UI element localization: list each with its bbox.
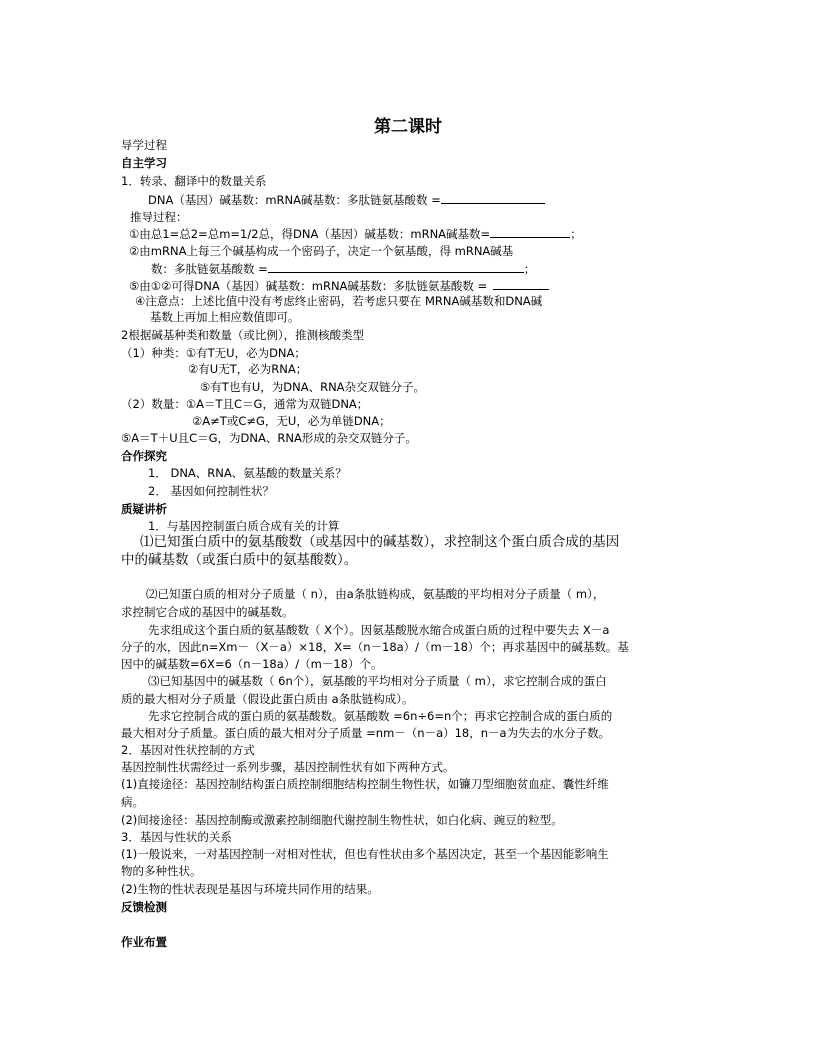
text-line: ⑶已知基因中的碱基数（ 6n个），氨基酸的平均相对分子质量（ m），求它控制合成的蛋白 bbox=[148, 674, 607, 688]
text-line: 2根据碱基种类和数量（或比例），推测核酸类型 bbox=[121, 328, 365, 342]
text-line: （2）数量：①A＝T且C＝G，通常为双链DNA； bbox=[121, 397, 369, 411]
text-line: 3．基因与性状的关系 bbox=[121, 830, 232, 844]
line-text: DNA（基因）碱基数：mRNA碱基数：多肽链氨基酸数 = bbox=[148, 193, 441, 207]
text-line: ④注意点：上述比值中没有考虑终止密码，若考虑只要在 MRNA碱基数和DNA碱 bbox=[135, 294, 543, 308]
text-line: 2．基因对性状控制的方式 bbox=[121, 743, 255, 757]
text-line: 最大相对分子质量。蛋白质的最大相对分子质量 =nm－（n－a）18，n－a为失去的水分子数。 bbox=[121, 726, 611, 740]
text-line: 基因控制性状需经过一系列步骤，基因控制性状有如下两种方式。 bbox=[121, 760, 455, 774]
line-end: ； bbox=[570, 227, 582, 241]
heading-feedback: 反馈检测 bbox=[121, 900, 167, 914]
line-text: ⑤由①②可得DNA（基因）碱基数：mRNA碱基数：多肽链氨基酸数 = bbox=[129, 279, 488, 293]
text-line: (2)间接途径：基因控制酶或激素控制细胞代谢控制生物性状，如白化病、豌豆的粒型。 bbox=[121, 813, 563, 827]
answer-blank bbox=[268, 261, 524, 273]
text-line: 求控制它合成的基因中的碱基数。 bbox=[121, 605, 294, 619]
text-line: (1)直接途径：基因控制结构蛋白质控制细胞结构控制生物性状，如镰刀型细胞贫血症、囊性纤维 bbox=[121, 777, 609, 791]
text-line: 质的最大相对分子质量（假设此蛋白质由 a条肽链构成）。 bbox=[121, 692, 414, 706]
text-line: 病。 bbox=[121, 795, 144, 809]
answer-blank bbox=[493, 278, 549, 290]
text-line: 先求它控制合成的蛋白质的氨基酸数。氨基酸数 =6n÷6=n个；再求它控制合成的蛋白质的 bbox=[148, 709, 613, 723]
text-line: 1．与基因控制蛋白质合成有关的计算 bbox=[148, 519, 340, 533]
text-line: 基数上再加上相应数值即可。 bbox=[150, 310, 300, 324]
text-line: 1． DNA、RNA、氨基酸的数量关系？ bbox=[148, 466, 347, 480]
text-line bbox=[151, 261, 535, 276]
text-line bbox=[129, 226, 582, 241]
text-line: ②有U无T，必为RNA； bbox=[188, 362, 308, 376]
text-line: 先求组成这个蛋白质的氨基酸数（ X个）。因氨基酸脱水缩合成蛋白质的过程中要失去 X－a bbox=[148, 623, 610, 637]
text-line: (1)一般说来，一对基因控制一对相对性状，但也有性状由多个基因决定，甚至一个基因能影响生 bbox=[121, 847, 609, 861]
text-line: 物的多种性状。 bbox=[121, 864, 202, 878]
heading-self-study: 自主学习 bbox=[121, 156, 167, 170]
text-line: 中的碱基数（或蛋白质中的氨基酸数）。 bbox=[121, 552, 358, 568]
heading-homework: 作业布置 bbox=[121, 935, 167, 949]
text-line: ⑤有T也有U，为DNA、RNA杂交双链分子。 bbox=[200, 380, 426, 394]
text-line: ②由mRNA上每三个碱基构成一个密码子，决定一个氨基酸，得 mRNA碱基 bbox=[129, 244, 514, 258]
heading-cooperation: 合作探究 bbox=[121, 449, 167, 463]
text-line bbox=[148, 192, 545, 207]
answer-blank bbox=[490, 226, 570, 238]
text-line: 2． 基因如何控制性状？ bbox=[148, 484, 274, 498]
text-line: 因中的碱基数=6X=6（n－18a）/（m－18）个。 bbox=[121, 657, 383, 671]
heading-analysis: 质疑讲析 bbox=[121, 502, 167, 516]
line-end: ； bbox=[523, 262, 536, 276]
answer-blank bbox=[441, 192, 545, 204]
text-line: 分子的水，因此n=Xm－（X－a）×18，X=（n－18a）/（m－18）个；再求基因中的碱基数。基 bbox=[121, 640, 629, 654]
line-text: 数：多肽链氨基酸数 = bbox=[151, 262, 268, 276]
text-line: (2)生物的性状表现是基因与环境共同作用的结果。 bbox=[121, 882, 379, 896]
text-line: ⑴已知蛋白质中的氨基酸数（或基因中的碱基数），求控制这个蛋白质合成的基因 bbox=[140, 534, 620, 550]
section-guide: 导学过程 bbox=[121, 138, 167, 152]
page-title: 第二课时 bbox=[374, 117, 442, 137]
text-line: ⑵已知蛋白质的相对分子质量（ n），由a条肽链构成，氨基酸的平均相对分子质量（ m）， bbox=[146, 587, 605, 601]
text-line: 1．转录、翻译中的数量关系 bbox=[121, 174, 267, 188]
text-line: 推导过程： bbox=[130, 210, 188, 224]
text-line bbox=[129, 278, 549, 293]
text-line: ②A≠T或C≠G，无U，必为单链DNA； bbox=[192, 414, 391, 428]
text-line: ⑤A＝T＋U且C＝G，为DNA、RNA形成的杂交双链分子。 bbox=[121, 431, 417, 445]
line-text: ①由总1=总2=总m=1/2总，得DNA（基因）碱基数：mRNA碱基数= bbox=[129, 227, 491, 241]
text-line: （1）种类：①有T无U，必为DNA； bbox=[121, 346, 306, 360]
